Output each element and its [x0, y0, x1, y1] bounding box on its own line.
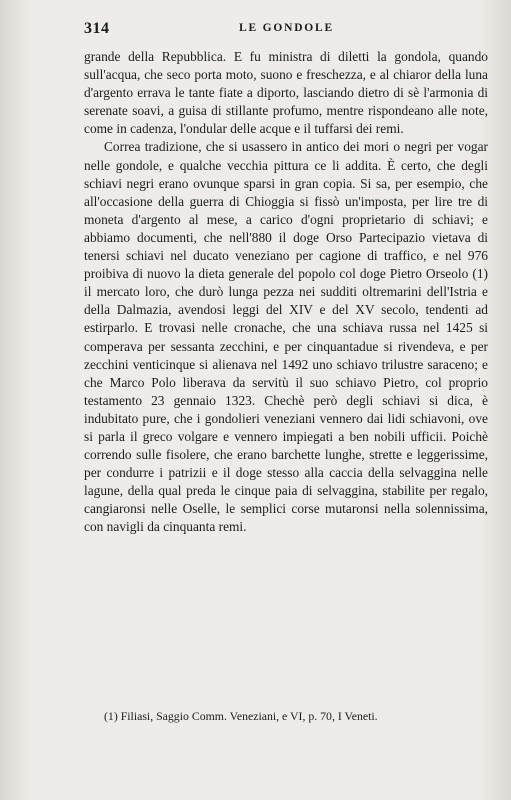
- paragraph-continuation: grande della Repubblica. E fu ministra di diletti la gondola, quando sull'acqua, che seco porta moto, suono e freschezza, e al chiaror della luna d'argento errava le tante fiate a diporto, lasciando dietro di sè l'armonia di serenate soavi, a guisa di stillante profumo, mentre rispondeano alle note, come in cadenza, l'ondular delle acque e il tuffarsi dei remi.: [84, 49, 488, 137]
- main-text: [84, 48, 488, 537]
- footnote: (1) Filiasi, Saggio Comm. Veneziani, e VI, p. 70, I Veneti.: [104, 709, 378, 723]
- paragraph-slaves-gondoliers: Correa tradizione, che si usassero in antico dei mori o negri per vogar nelle gondole, e qualche vecchia pittura ce li addita. È certo, che degli schiavi negri erano ovunque sparsi in gran copia. Si sa, per esempio, che all'occasione della guerra di Chioggia si fissò un'imposta, per lire tre di moneta d'argento al mese, a carico d'ogni proprietario di schiavi; e abbiamo documenti, che nell'880 il doge Orso Partecipazio vietava di tenersi schiavi nel ducato veneziano per cagione di traffico, e nel 976 proibiva di nuovo la dieta generale del popolo col doge Pietro Orseolo (1) il mercato loro, che durò lunga pezza nei sudditi oltremarini dell'Istria e della Dalmazia, avendosi leggi del XIV e del XV secolo, tendenti ad estirparlo. E trovasi nelle cronache, che una schiava russa nel 1425 si comperava per sessanta zecchini, e per cinquantadue si rivendeva, e per zecchini venticinque si alienava nel 1492 uno schiavo trilustre saraceno; e che Marco Polo liberava da servitù il suo schiavo Pietro, col proprio testamento 23 gennaio 1323. Chechè però degli schiavi si dica, è indubitato pure, che i gondolieri veneziani vennero dai lidi schiavoni, ove si parla il greco volgare e vennero impiegati a ben nobili ufficii. Poichè correndo sulle fisolere, che erano barchette lunghe, strette e leggerissime, per condurre i patrizii e il doge stesso alla caccia della selvaggina nelle lagune, della qual preda le cinque paia di selvaggina, stabilite per regalo, cangiaronsi nelle Oselle, le semplici corse mutaronsi nella solennissima, con navigli da cinquanta remi.: [84, 139, 488, 535]
- running-title: LE GONDOLE: [238, 22, 334, 34]
- page-header: [84, 20, 489, 40]
- page-number: 314: [84, 20, 110, 37]
